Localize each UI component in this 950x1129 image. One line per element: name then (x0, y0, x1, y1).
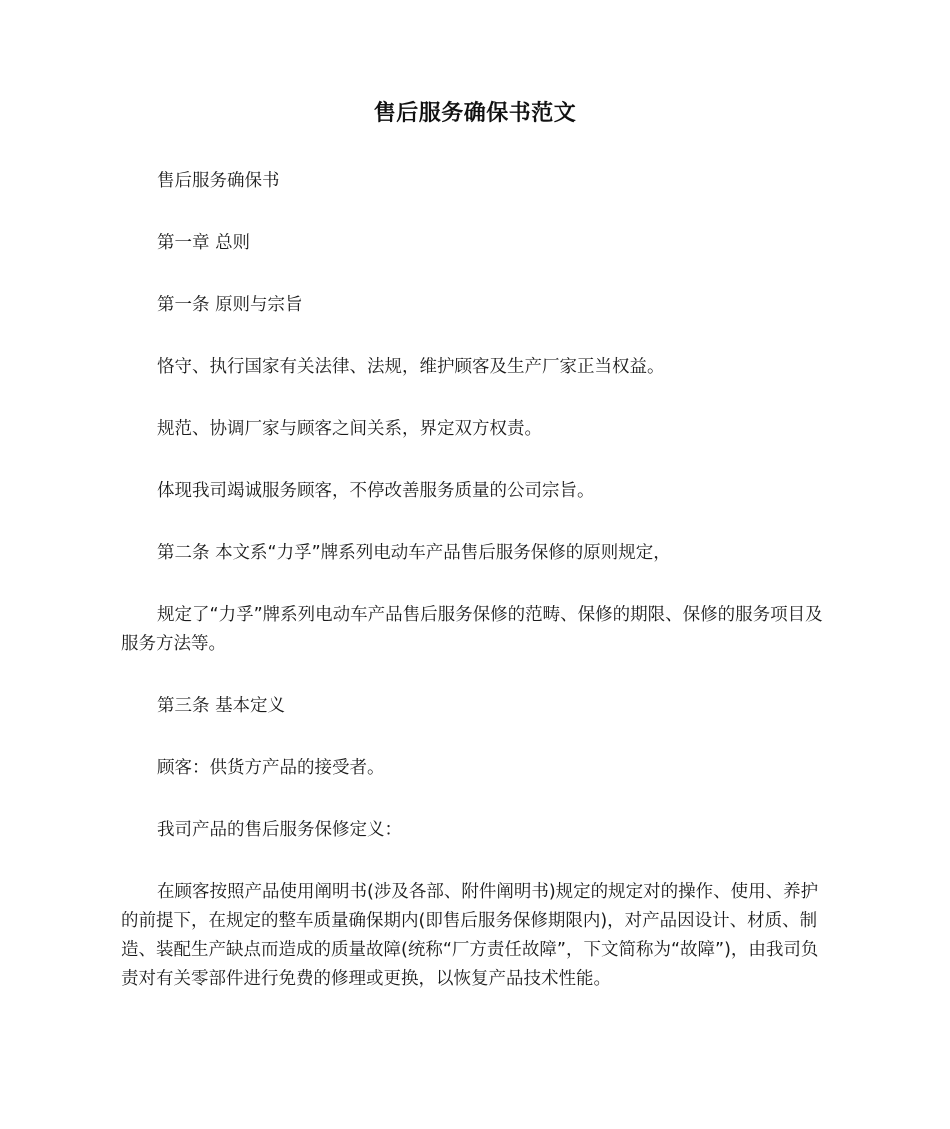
paragraph-article-three: 第三条 基本定义 (157, 696, 286, 716)
paragraph-heading-guarantee: 售后服务确保书 (157, 171, 280, 191)
paragraph-principle-1: 恪守、执行国家有关法律、法规，维护顾客及生产厂家正当权益。 (157, 357, 665, 377)
paragraph-article-two: 第二条 本文系“力孚”牌系列电动车产品售后服务保修的原则规定， (157, 543, 671, 563)
paragraph-customer-definition: 顾客：供货方产品的接受者。 (157, 758, 385, 778)
paragraph-article-two-scope: 规定了“力孚”牌系列电动车产品售后服务保修的范畴、保修的期限、保修的服务项目及服务方法等。 (121, 605, 823, 654)
paragraph-warranty-definition: 在顾客按照产品使用阐明书(涉及各部、附件阐明书)规定的规定对的操作、使用、养护的前提下，在规定的整车质量确保期内(即售后服务保修期限内)，对产品因设计、材质、制造、装配生产缺点而造成的质量故障(统称“厂方责任故障”，下文简称为“故障”)，由我司负责对有关零部件进行免费的修理或更换，以恢复产品技术性能。 (121, 882, 819, 989)
paragraph-principle-2: 规范、协调厂家与顾客之间关系，界定双方权责。 (157, 419, 542, 439)
paragraph-warranty-definition-heading: 我司产品的售后服务保修定义： (157, 820, 402, 840)
paragraph-principle-3: 体现我司竭诚服务顾客，不停改善服务质量的公司宗旨。 (157, 481, 595, 501)
paragraph-chapter-one: 第一章 总则 (157, 233, 251, 253)
paragraph-article-one: 第一条 原则与宗旨 (157, 295, 303, 315)
document-title: 售后服务确保书范文 (373, 101, 577, 126)
